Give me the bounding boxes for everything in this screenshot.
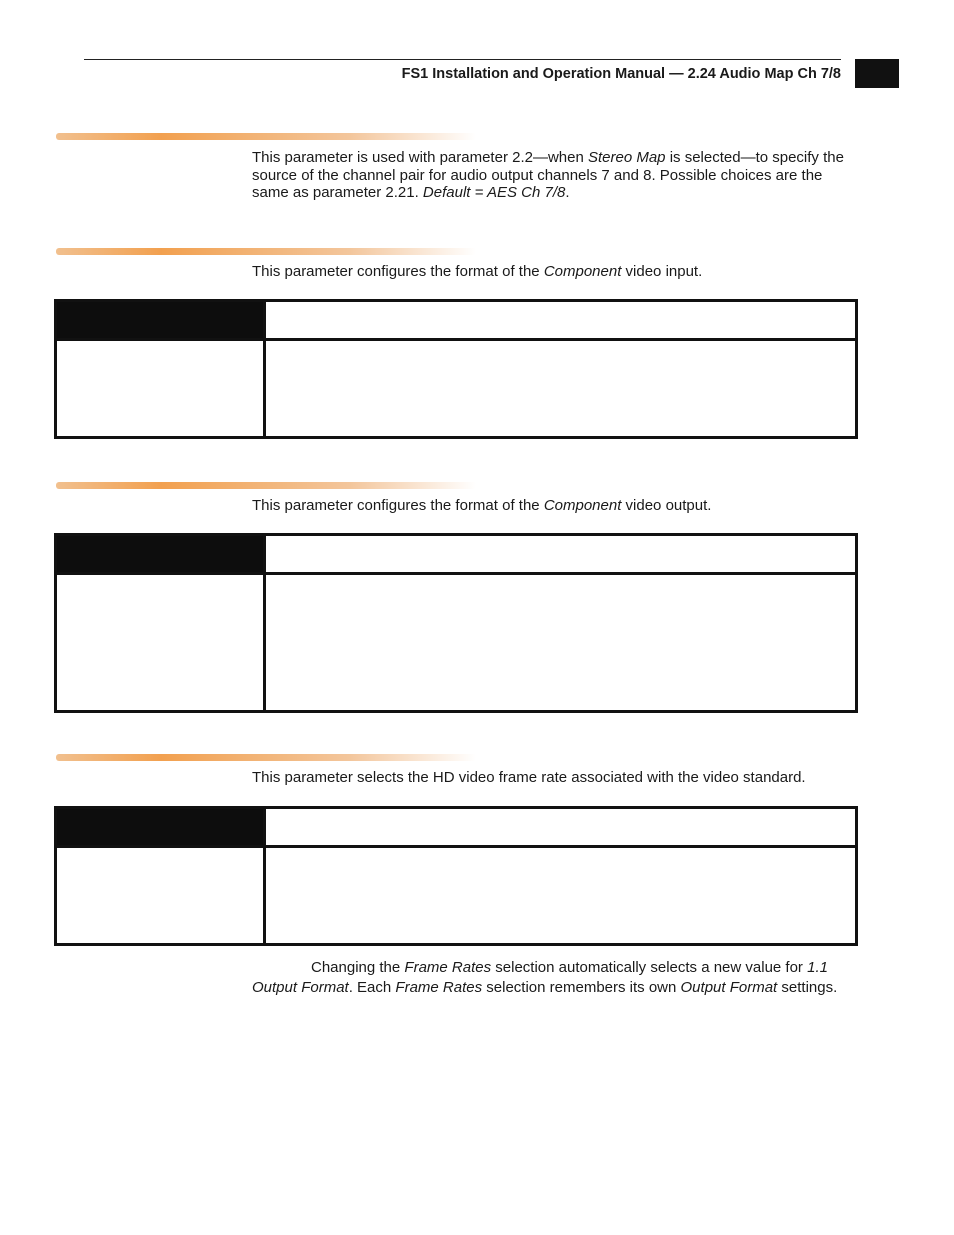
- table-row: [57, 341, 855, 436]
- paragraph-audio-map: This parameter is used with parameter 2.2—when Stereo Map is selected—to specify the source of the channel pair for audio output channels 7 and 8. Possible choices are the same as parameter 2.21. Default = AES Ch 7/8.: [252, 149, 844, 201]
- page-header-title: FS1 Installation and Operation Manual — 2.24 Audio Map Ch 7/8: [401, 66, 841, 82]
- section-bar-audio-map: [56, 133, 476, 140]
- note-text: Changing the Frame Rates selection automatically selects a new value for 1.1 Output Format. Each Frame Rates selection remembers its own Output Format settings.: [252, 959, 838, 996]
- table-row: [57, 575, 855, 710]
- table-cell: [57, 341, 263, 436]
- table-component-input: [54, 299, 858, 439]
- paragraph-component-output: This parameter configures the format of the Component video output.: [252, 497, 712, 514]
- table-cell: [263, 575, 855, 710]
- table-component-output: [54, 533, 858, 713]
- table-cell: [57, 575, 263, 710]
- table-frame-rates: [54, 806, 858, 946]
- section-bar-component-output: [56, 482, 476, 489]
- table-cell: [57, 848, 263, 943]
- table-header-cell: [57, 536, 263, 572]
- header-rule: [84, 59, 841, 60]
- table-header-cell: [263, 536, 855, 572]
- section-bar-frame-rates: [56, 754, 476, 761]
- note-frame-rates: [252, 958, 867, 998]
- table-cell: [263, 341, 855, 436]
- table-row: [57, 848, 855, 943]
- table-header-cell: [57, 302, 263, 338]
- table-header-row: [57, 536, 855, 575]
- paragraph-component-input: This parameter configures the format of the Component video input.: [252, 263, 703, 280]
- page-corner-tab: [855, 59, 899, 88]
- table-header-cell: [263, 809, 855, 845]
- table-header-cell: [263, 302, 855, 338]
- table-header-cell: [57, 809, 263, 845]
- paragraph-frame-rates: This parameter selects the HD video frame rate associated with the video standard.: [252, 769, 806, 786]
- section-bar-component-input: [56, 248, 476, 255]
- table-cell: [263, 848, 855, 943]
- table-header-row: [57, 302, 855, 341]
- table-header-row: [57, 809, 855, 848]
